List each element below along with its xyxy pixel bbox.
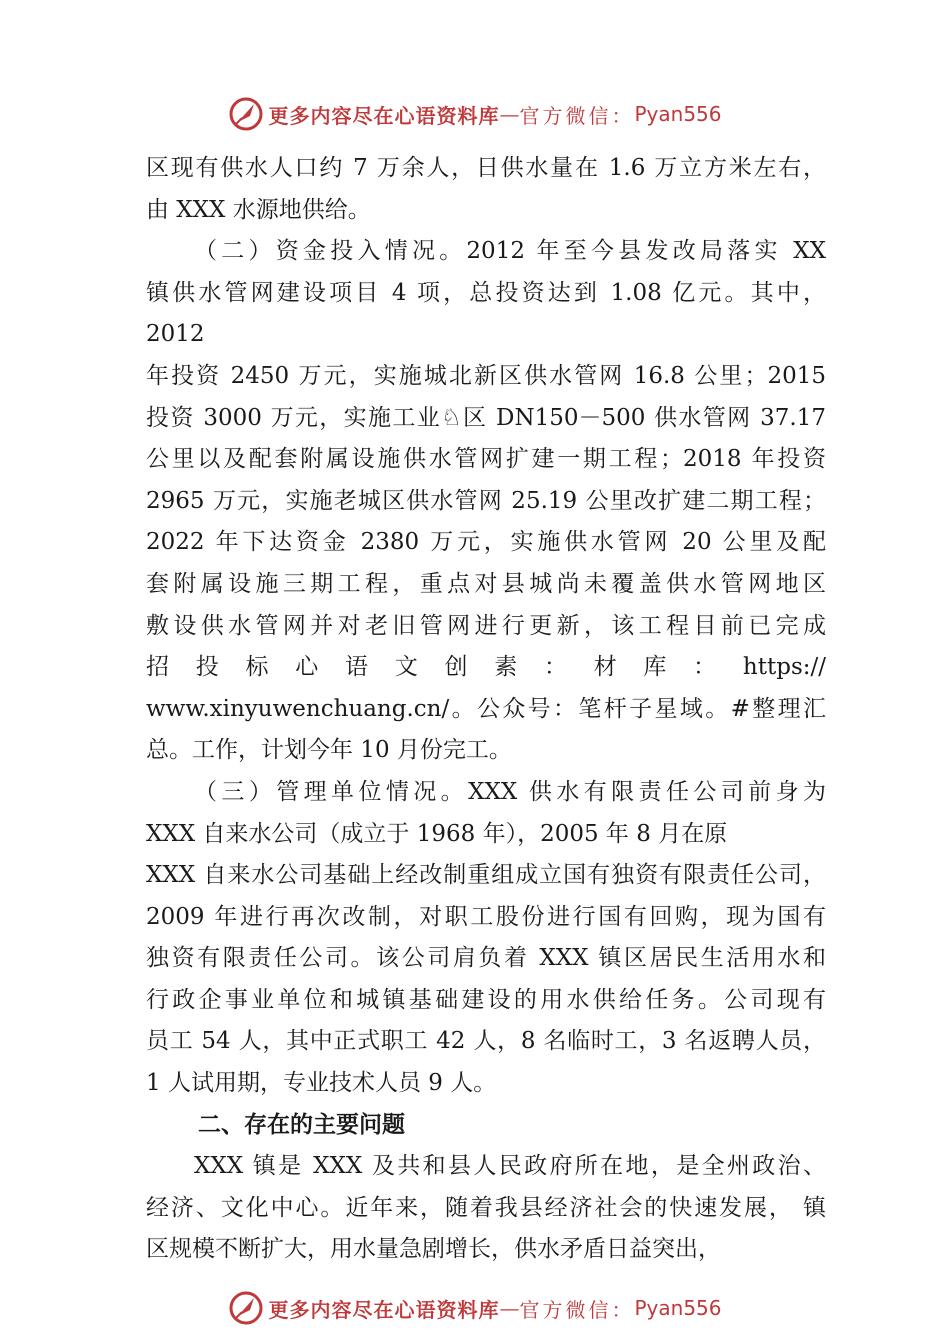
document-body [146, 148, 826, 1271]
text-line: 区规模不断扩大，用水量急剧增长，供水矛盾日益突出， [146, 1236, 721, 1263]
text-line: 员工 54 人，其中正式职工 42 人，8 名临时工，3 名返聘人员， [146, 1028, 826, 1055]
text-line: （三）管理单位情况。XXX 供水有限责任公司前身为 [194, 778, 826, 805]
section-heading: 二、存在的主要问题 [198, 1111, 405, 1138]
header-banner [0, 94, 950, 134]
text-line: 年投资 2450 万元，实施城北新区供水管网 16.8 公里；2015 [146, 362, 826, 389]
text-line: （二）资金投入情况。2012 年至今县发改局落实 XX [194, 238, 826, 265]
brand-text: 更多内容尽在心语资料库 [268, 103, 500, 128]
text-line: XXX 自来水公司基础上经改制重组成立国有独资有限责任公司， [146, 862, 826, 889]
text-line: 镇供水管网建设项目 4 项，总投资达到 1.08 亿元。其中， [146, 279, 826, 306]
text-line: 公里以及配套附属设施供水管网扩建一期工程；2018 年投资 [146, 446, 826, 473]
text-line: 招 投 标 心 语 文 创 素 ： 材 库 ： https:// [146, 654, 826, 681]
wechat-id: Pyan556 [634, 102, 722, 126]
text-line: XXX 自来水公司（成立于 1968 年），2005 年 8 月在原 [146, 820, 728, 847]
banner-dash: — [499, 1296, 520, 1320]
text-line: 1 人试用期，专业技术人员 9 人。 [146, 1070, 497, 1097]
text-line: 独资有限责任公司。该公司肩负着 XXX 镇区居民生活用水和 [146, 945, 826, 972]
text-line: 区现有供水人口约 7 万余人，日供水量在 1.6 万立方米左右， [146, 155, 826, 181]
text-line: 敷设供水管网并对老旧管网进行更新，该工程目前已完成 [146, 612, 826, 639]
text-line: 2009 年进行再次改制，对职工股份进行国有回购，现为国有 [146, 903, 826, 930]
quill-logo-icon [228, 1290, 264, 1326]
text-line: 2965 万元，实施老城区供水管网 25.19 公里改扩建二期工程； [146, 487, 826, 514]
text-line: 投资 3000 万元，实施工业♘区 DN150－500 供水管网 37.17 [146, 404, 826, 431]
wechat-id: Pyan556 [634, 1296, 722, 1320]
text-line: 总。工作，计划今年 10 月份完工。 [146, 737, 512, 764]
text-line: 经济、文化中心。近年来，随着我县经济社会的快速发展， 镇 [146, 1194, 826, 1221]
text-line: 2022 年下达资金 2380 万元，实施供水管网 20 公里及配 [146, 529, 826, 556]
brand-text: 更多内容尽在心语资料库 [268, 1297, 500, 1322]
text-line: 由 XXX 水源地供给。 [146, 196, 371, 223]
text-line: 2012 [146, 321, 205, 348]
text-line: XXX 镇是 XXX 及共和县人民政府所在地，是全州政治、 [194, 1153, 826, 1180]
banner-dash: — [499, 102, 520, 126]
quill-logo-icon [228, 96, 264, 132]
wechat-label: 官方微信： [519, 103, 635, 128]
text-line: 行政企事业单位和城镇基础建设的用水供给任务。公司现有 [146, 986, 826, 1013]
text-line: www.xinyuwenchuang.cn/。公众号：笔杆子星域。#整理汇 [146, 695, 826, 722]
footer-banner [0, 1288, 950, 1328]
wechat-label: 官方微信： [519, 1297, 635, 1322]
text-line: 套附属设施三期工程，重点对县城尚未覆盖供水管网地区 [146, 570, 826, 597]
